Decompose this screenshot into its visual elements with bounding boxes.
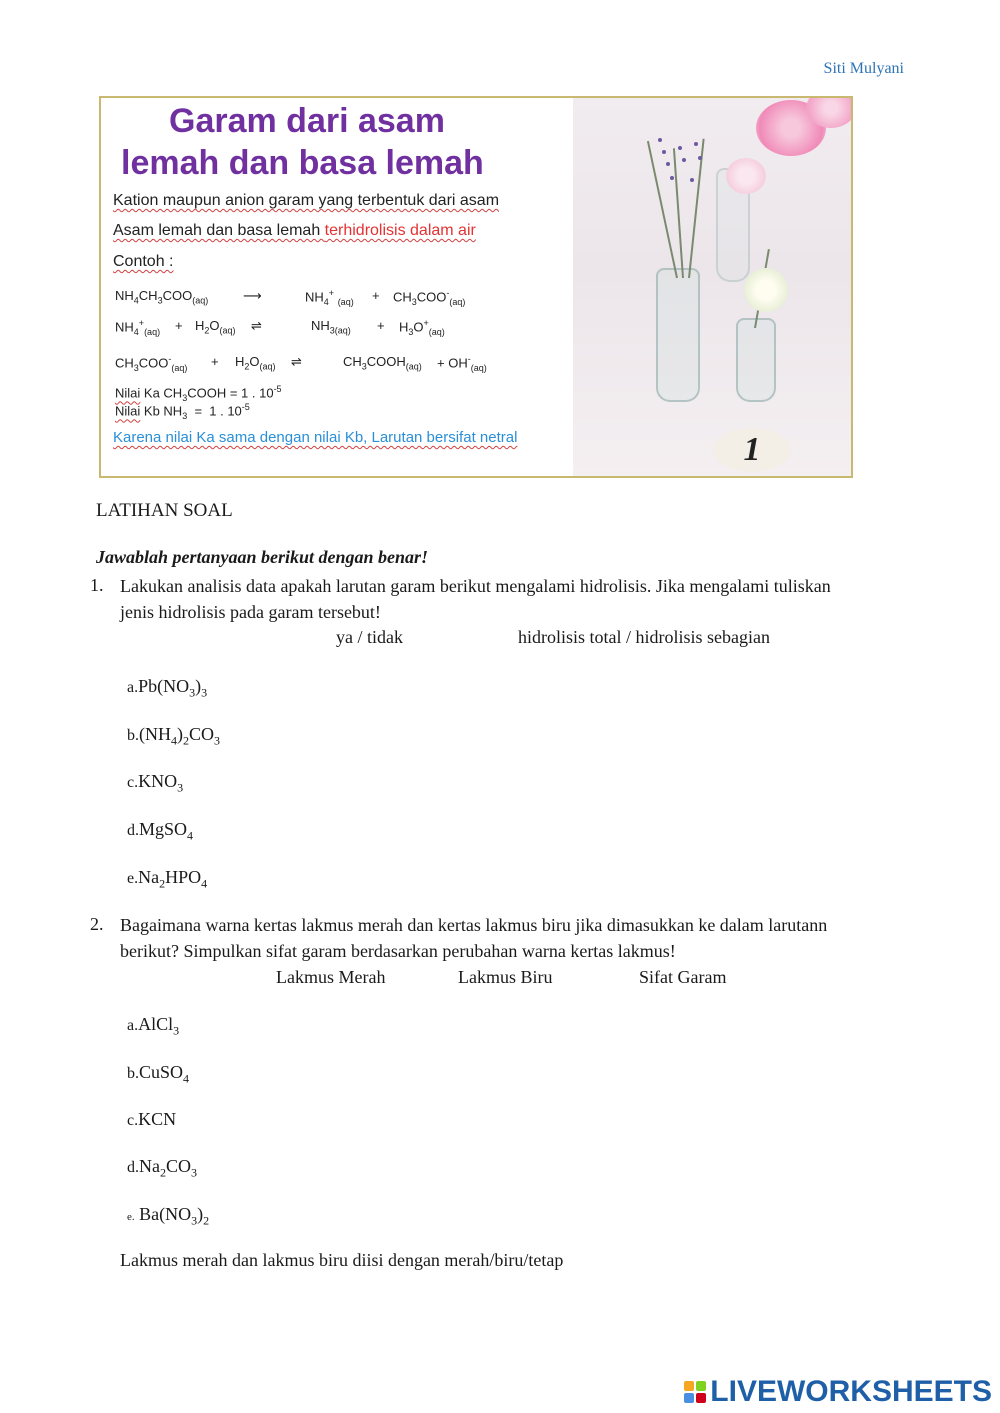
question-1-number: 1. (90, 575, 104, 595)
eq1-arrow: ⟶ (243, 288, 262, 303)
ka-value: Nilai Ka $CH_3COOH = 1$ . $10^{-5}$ (115, 384, 282, 403)
eq3-equilibrium-arrow: ⇌ (291, 354, 302, 369)
question-1-text: Lakukan analisis data apakah larutan garam berikut mengalami hidrolisis. Jika mengalami tuliskan jenis hidrolisis pada garam tersebut! (120, 576, 831, 622)
lavender-bud (690, 178, 694, 182)
q1-item-c: $c.KNO_3$ (127, 771, 184, 795)
q2-item-d: $d.Na_2CO_3$ (127, 1156, 198, 1180)
lavender-bud (694, 142, 698, 146)
litmus-note: Lakmus merah dan lakmus biru diisi dengan merah/biru/tetap (120, 1250, 564, 1270)
stem (688, 139, 705, 278)
q2-item-e: e. $Ba(NO_3)_2$ (127, 1204, 210, 1228)
eq2-plus: + (175, 318, 183, 333)
section-heading: LATIHAN SOAL (96, 500, 233, 521)
eq3-right2: + $OH^-_{(aq)}$ (437, 354, 487, 373)
question-2-text: Bagaimana warna kertas lakmus merah dan kertas lakmus biru jika dimasukkan ke dalam larutann berikut? Simpulkan sifat garam berdasarkan perubahan warna kertas lakmus! (120, 915, 828, 961)
q2-item-b: b.CuSO$_4$ (127, 1062, 190, 1086)
tall-vase (656, 268, 700, 402)
page-number-card: 1 (713, 428, 791, 472)
banner-title-line1: Garam dari asam (169, 102, 445, 140)
q1-column-hydrolysis: ya / tidak (336, 627, 403, 647)
lavender-bud (670, 176, 674, 180)
lavender-bud (658, 138, 662, 142)
eq2-left2: $H_2O_{(aq)}$ (195, 318, 236, 336)
eq2-equilibrium-arrow: ⇌ (251, 318, 262, 333)
q2-item-a: a.AlCl$_3$ (127, 1014, 180, 1038)
q1-item-e: $e.Na_2HPO_4$ (127, 867, 208, 891)
eq3-left1: $CH_3COO^-_{(aq)}$ (115, 354, 188, 373)
eq2-plus2: + (377, 318, 385, 333)
instruction: Jawablah pertanyaan berikut dengan benar! (96, 547, 429, 567)
banner-title-line2: lemah dan basa lemah (121, 144, 484, 182)
q1-item-b: $b.(NH_4)_2CO_3$ (127, 724, 221, 748)
q2-column-red-litmus: Lakmus Merah (276, 967, 386, 987)
white-flower (744, 268, 788, 312)
eq2-right1: $NH_{3(aq)}$ (311, 318, 351, 336)
q2-item-c: c.KCN (127, 1109, 177, 1129)
eq3-right1: $CH_3COOH_{(aq)}$ (343, 354, 422, 372)
eq3-left2: $H_2O_{(aq)}$ (235, 354, 276, 372)
q1-item-a: $a.Pb(NO_3)_3$ (127, 676, 208, 700)
eq3-plus: + (211, 354, 219, 369)
eq1-right1: $NH_4^+$ $_{(aq)}$ (305, 288, 354, 307)
liveworksheets-logo[interactable] (684, 1375, 992, 1409)
lavender-bud (682, 158, 686, 162)
liveworksheets-wordmark: LIVEWORKSHEETS (710, 1375, 992, 1408)
liveworksheets-icon (684, 1381, 706, 1403)
q2-column-salt-property: Sifat Garam (639, 967, 727, 987)
banner-contoh: Contoh : (113, 253, 174, 270)
lavender-bud (678, 146, 682, 150)
banner-line1: Kation maupun anion garam yang terbentuk dari asam (113, 192, 500, 209)
q1-column-type: hidrolisis total / hidrolisis sebagian (518, 627, 770, 647)
lesson-banner-image (99, 96, 853, 478)
lavender-bud (698, 156, 702, 160)
lavender-bud (666, 162, 670, 166)
banner-photo-background (566, 98, 851, 476)
q2-column-blue-litmus: Lakmus Biru (458, 967, 553, 987)
eq1-right2: $CH_3COO^-_{(aq)}$ (393, 288, 466, 307)
banner-line2-b: terhidrolisis dalam air (324, 222, 476, 239)
stem (673, 148, 684, 278)
q1-item-d: d.MgSO$_4$ (127, 819, 194, 843)
lavender-bud (662, 150, 666, 154)
eq2-left1: $NH_4^+_{(aq)}$ (115, 318, 161, 337)
eq1-left: $NH_4CH_3COO_{(aq)}$ (115, 288, 209, 306)
kb-value: Nilai Kb $NH_3 = 1$ . $10^{-5}$ (115, 402, 250, 421)
eq1-plus: + (372, 288, 380, 303)
pale-flower (726, 158, 766, 194)
author-name: Siti Mulyani (823, 60, 904, 77)
question-2-number: 2. (90, 914, 104, 934)
banner-conclusion: Karena nilai Ka sama dengan nilai Kb, Larutan bersifat netral (113, 429, 518, 446)
banner-title (101, 100, 573, 184)
eq2-right2: $H_3O^+_{(aq)}$ (399, 318, 445, 337)
banner-line2 (113, 222, 476, 240)
short-vase (736, 318, 776, 402)
banner-line2-a: Asam lemah dan basa lemah (113, 222, 325, 239)
